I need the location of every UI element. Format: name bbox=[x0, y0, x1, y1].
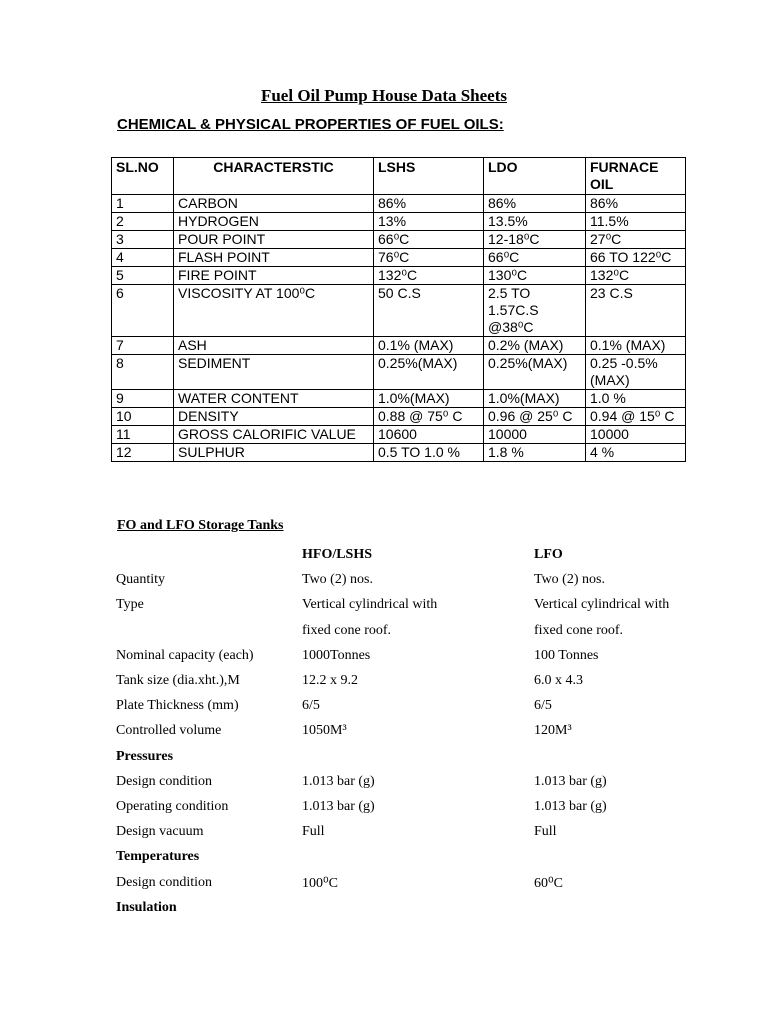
table-row bbox=[112, 408, 686, 426]
spec-row bbox=[116, 774, 716, 794]
table-row bbox=[112, 390, 686, 408]
spec-label: Type bbox=[116, 597, 144, 613]
cell-characteristic: DENSITY bbox=[174, 408, 374, 426]
spec-value-hfo: fixed cone roof. bbox=[302, 622, 392, 638]
spec-value-hfo: 1050M³ bbox=[302, 723, 347, 739]
spec-section-row bbox=[116, 849, 716, 869]
spec-row bbox=[116, 799, 716, 819]
cell-lshs: 132⁰C bbox=[374, 267, 484, 285]
cell-ldo: 1.8 % bbox=[484, 444, 586, 462]
cell-ldo: 0.2% (MAX) bbox=[484, 337, 586, 355]
spec-value-lfo: 120M³ bbox=[534, 723, 572, 739]
table-row bbox=[112, 444, 686, 462]
header-ldo: LDO bbox=[484, 158, 586, 195]
cell-furnace-oil: 11.5% bbox=[586, 213, 686, 231]
header-furnace-oil: FURNACE OIL bbox=[586, 158, 686, 195]
header-lshs: LSHS bbox=[374, 158, 484, 195]
cell-lshs: 1.0%(MAX) bbox=[374, 390, 484, 408]
cell-furnace-oil: 10000 bbox=[586, 426, 686, 444]
spec-value-lfo: fixed cone roof. bbox=[534, 622, 624, 638]
cell-furnace-oil: 23 C.S bbox=[586, 285, 686, 337]
spec-label: Insulation bbox=[116, 899, 177, 915]
table-row bbox=[112, 267, 686, 285]
cell-slno: 12 bbox=[112, 444, 174, 462]
cell-slno: 3 bbox=[112, 231, 174, 249]
cell-characteristic: GROSS CALORIFIC VALUE bbox=[174, 426, 374, 444]
spec-label: Design vacuum bbox=[116, 824, 204, 840]
spec-value-hfo: 1.013 bar (g) bbox=[302, 773, 375, 789]
spec-value-hfo: Full bbox=[302, 824, 325, 840]
cell-slno: 7 bbox=[112, 337, 174, 355]
spec-value-lfo: Full bbox=[534, 824, 557, 840]
spec-label: Pressures bbox=[116, 748, 174, 764]
spec-section-row bbox=[116, 749, 716, 769]
properties-table bbox=[111, 157, 686, 462]
cell-ldo: 0.96 @ 25⁰ C bbox=[484, 408, 586, 426]
cell-ldo: 86% bbox=[484, 195, 586, 213]
cell-characteristic: WATER CONTENT bbox=[174, 390, 374, 408]
spec-value-lfo: 6.0 x 4.3 bbox=[534, 673, 583, 688]
cell-ldo: 0.25%(MAX) bbox=[484, 355, 586, 390]
cell-furnace-oil: 0.1% (MAX) bbox=[586, 337, 686, 355]
cell-characteristic: HYDROGEN bbox=[174, 213, 374, 231]
spec-label: Design condition bbox=[116, 874, 213, 890]
cell-ldo: 2.5 TO 1.57C.S @38⁰C bbox=[484, 285, 586, 337]
table-row bbox=[112, 231, 686, 249]
cell-slno: 4 bbox=[112, 249, 174, 267]
cell-characteristic: POUR POINT bbox=[174, 231, 374, 249]
spec-value-lfo: Two (2) nos. bbox=[534, 572, 605, 588]
table-row bbox=[112, 249, 686, 267]
cell-lshs: 0.1% (MAX) bbox=[374, 337, 484, 355]
spec-label: Plate Thickness (mm) bbox=[116, 698, 239, 714]
cell-characteristic: CARBON bbox=[174, 195, 374, 213]
spec-value-hfo: Vertical cylindrical with bbox=[302, 597, 438, 613]
cell-furnace-oil: 4 % bbox=[586, 444, 686, 462]
table-row bbox=[112, 337, 686, 355]
cell-furnace-oil: 66 TO 122⁰C bbox=[586, 249, 686, 267]
cell-ldo: 66⁰C bbox=[484, 249, 586, 267]
spec-row bbox=[116, 572, 716, 592]
cell-lshs: 86% bbox=[374, 195, 484, 213]
cell-furnace-oil: 0.94 @ 15⁰ C bbox=[586, 408, 686, 426]
table-header-row bbox=[112, 158, 686, 195]
spec-label: Operating condition bbox=[116, 799, 229, 814]
cell-slno: 2 bbox=[112, 213, 174, 231]
spec-row bbox=[116, 698, 716, 718]
cell-ldo: 130⁰C bbox=[484, 267, 586, 285]
section-heading-properties: CHEMICAL & PHYSICAL PROPERTIES OF FUEL OILS: bbox=[117, 116, 504, 133]
cell-furnace-oil: 27⁰C bbox=[586, 231, 686, 249]
spec-row bbox=[116, 547, 716, 567]
cell-lshs: 66⁰C bbox=[374, 231, 484, 249]
spec-value-hfo: 6/5 bbox=[302, 698, 320, 714]
table-row bbox=[112, 213, 686, 231]
cell-ldo: 1.0%(MAX) bbox=[484, 390, 586, 408]
cell-furnace-oil: 1.0 % bbox=[586, 390, 686, 408]
cell-slno: 9 bbox=[112, 390, 174, 408]
cell-lshs: 10600 bbox=[374, 426, 484, 444]
spec-label: Tank size (dia.xht.),M bbox=[116, 673, 240, 688]
spec-value-lfo: 100 Tonnes bbox=[534, 647, 599, 663]
spec-value-lfo: Vertical cylindrical with bbox=[534, 597, 670, 613]
cell-slno: 6 bbox=[112, 285, 174, 337]
spec-value-hfo: Two (2) nos. bbox=[302, 572, 373, 588]
spec-label: Nominal capacity (each) bbox=[116, 647, 254, 663]
spec-row bbox=[116, 648, 716, 668]
cell-lshs: 0.5 TO 1.0 % bbox=[374, 444, 484, 462]
spec-row bbox=[116, 673, 716, 693]
cell-slno: 11 bbox=[112, 426, 174, 444]
spec-value-lfo: LFO bbox=[534, 547, 563, 562]
cell-slno: 1 bbox=[112, 195, 174, 213]
spec-value-lfo: 1.013 bar (g) bbox=[534, 799, 607, 814]
cell-slno: 8 bbox=[112, 355, 174, 390]
cell-ldo: 10000 bbox=[484, 426, 586, 444]
table-row bbox=[112, 195, 686, 213]
spec-value-hfo: 100⁰C bbox=[302, 875, 338, 891]
spec-value-hfo: HFO/LSHS bbox=[302, 547, 373, 562]
spec-label: Quantity bbox=[116, 572, 165, 588]
spec-row bbox=[116, 623, 716, 643]
cell-characteristic: FLASH POINT bbox=[174, 249, 374, 267]
spec-row bbox=[116, 723, 716, 743]
table-row bbox=[112, 355, 686, 390]
spec-value-hfo: 1000Tonnes bbox=[302, 647, 371, 663]
spec-value-lfo: 6/5 bbox=[534, 698, 552, 714]
cell-furnace-oil: 132⁰C bbox=[586, 267, 686, 285]
table-row bbox=[112, 285, 686, 337]
spec-label: Controlled volume bbox=[116, 723, 222, 739]
header-characteristic: CHARACTERSTIC bbox=[174, 158, 374, 195]
spec-row bbox=[116, 597, 716, 617]
cell-lshs: 0.25%(MAX) bbox=[374, 355, 484, 390]
cell-lshs: 13% bbox=[374, 213, 484, 231]
spec-row bbox=[116, 824, 716, 844]
cell-lshs: 0.88 @ 75⁰ C bbox=[374, 408, 484, 426]
cell-characteristic: FIRE POINT bbox=[174, 267, 374, 285]
spec-value-hfo: 1.013 bar (g) bbox=[302, 799, 375, 814]
spec-label: Temperatures bbox=[116, 849, 200, 865]
spec-value-hfo: 12.2 x 9.2 bbox=[302, 673, 358, 688]
cell-characteristic: ASH bbox=[174, 337, 374, 355]
document-title: Fuel Oil Pump House Data Sheets bbox=[260, 86, 508, 105]
cell-ldo: 13.5% bbox=[484, 213, 586, 231]
cell-slno: 5 bbox=[112, 267, 174, 285]
cell-characteristic: SEDIMENT bbox=[174, 355, 374, 390]
spec-section-row bbox=[116, 900, 716, 920]
cell-slno: 10 bbox=[112, 408, 174, 426]
spec-row bbox=[116, 875, 716, 895]
spec-label: Design condition bbox=[116, 773, 213, 789]
table-row bbox=[112, 426, 686, 444]
cell-lshs: 76⁰C bbox=[374, 249, 484, 267]
spec-value-lfo: 60⁰C bbox=[534, 875, 563, 891]
header-slno: SL.NO bbox=[112, 158, 174, 195]
cell-ldo: 12-18⁰C bbox=[484, 231, 586, 249]
cell-characteristic: SULPHUR bbox=[174, 444, 374, 462]
spec-value-lfo: 1.013 bar (g) bbox=[534, 773, 607, 789]
section-heading-storage-tanks: FO and LFO Storage Tanks bbox=[117, 518, 284, 533]
cell-characteristic: VISCOSITY AT 100⁰C bbox=[174, 285, 374, 337]
cell-furnace-oil: 0.25 -0.5% (MAX) bbox=[586, 355, 686, 390]
cell-lshs: 50 C.S bbox=[374, 285, 484, 337]
cell-furnace-oil: 86% bbox=[586, 195, 686, 213]
